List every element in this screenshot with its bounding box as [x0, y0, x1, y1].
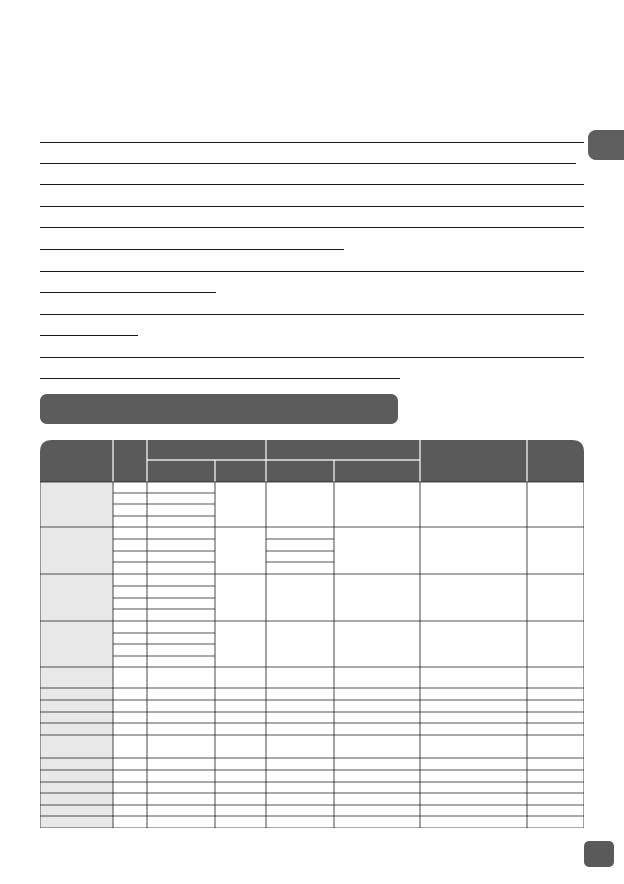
rule-line [40, 249, 344, 250]
rule-line [40, 378, 400, 379]
rule-line [40, 335, 138, 336]
rule-line [40, 271, 584, 272]
side-tab [588, 130, 624, 160]
rule-line [40, 142, 584, 143]
rule-line [40, 292, 216, 293]
rule-line [40, 314, 584, 315]
rule-line [40, 206, 584, 207]
page-number-badge [584, 841, 614, 867]
row-label-column [40, 482, 113, 828]
rule-line [40, 163, 576, 164]
data-table [40, 440, 584, 828]
table-header [40, 440, 584, 482]
data-table-grid [40, 440, 584, 828]
section-banner [40, 394, 398, 424]
rule-line [40, 184, 584, 185]
rule-line [40, 227, 584, 228]
body-grid [40, 482, 584, 828]
rule-line [40, 357, 584, 358]
